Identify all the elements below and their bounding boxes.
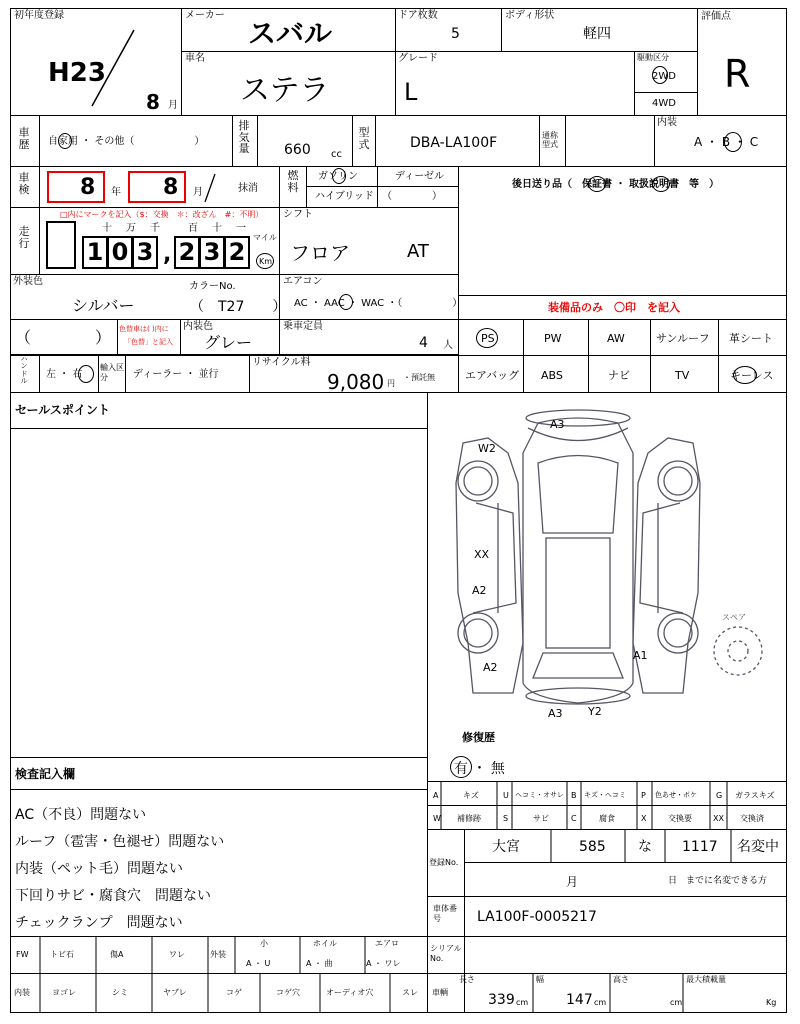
capacity-label: 乗車定員 (283, 321, 323, 332)
inspection-note-line: ルーフ（雹害・色褪せ）問題ない (15, 834, 225, 850)
width-unit: cm (594, 998, 607, 1007)
legend-desc: 交換済 (740, 814, 764, 823)
length-label: 長さ (459, 975, 475, 984)
documents-value: 後日送り品（ 保証書 ・ 取扱説明書 等 ） (512, 179, 719, 190)
registration-class: 585 (579, 839, 606, 855)
history-selection-circle (58, 133, 72, 149)
mileage-unit-2: 万 (126, 223, 136, 234)
common-model-cell (565, 115, 655, 167)
fuel-label: 燃料 (287, 169, 299, 194)
mileage-comma: , (163, 242, 172, 267)
registration-place: 大宮 (492, 839, 520, 855)
docs-circle-2 (652, 176, 670, 192)
length-value: 339 (488, 992, 515, 1008)
fw-label: FW (16, 950, 29, 959)
mileage-km: Km (259, 257, 273, 266)
interior-selection-circle (724, 132, 742, 152)
rating-label: 評価点 (701, 11, 731, 22)
vin-value: LA100F-0005217 (477, 909, 597, 925)
inspection-cancel: 抹消 (238, 183, 258, 194)
common-model-label: 通称型式 (542, 131, 558, 149)
legend-desc: ガラスキズ (735, 791, 775, 800)
interior-item: オーディオ穴 (326, 988, 374, 997)
mileage-digit: 3 (132, 236, 158, 269)
import-value: ディーラー ・ 並行 (133, 369, 219, 380)
inspection-slash (203, 172, 217, 204)
equip-leather: 革シート (729, 332, 773, 345)
equip-abs: ABS (541, 369, 563, 382)
doors-value: 5 (451, 26, 460, 42)
mileage-unit-3: 千 (150, 223, 160, 234)
exterior-small-opts: A ・ U (246, 959, 271, 968)
exterior-label: 外装 (210, 950, 226, 959)
legend-grid-lines (427, 781, 787, 830)
rating-value: R (724, 52, 751, 96)
recycle-deposit: ・預託無 (403, 373, 435, 382)
registration-number: 1117 (682, 839, 718, 855)
interior-item: コゲ (226, 988, 242, 997)
equip-keyless: キーレス (730, 369, 774, 382)
color-no-value: （ T27 ） (190, 299, 287, 315)
fuel-selection-circle (332, 168, 346, 184)
registration-kana: な (638, 839, 652, 855)
first-registration-label: 初年度登録 (14, 10, 64, 21)
interior-grade-value: A ・ B ・ C (694, 135, 759, 149)
interior-item: スレ (402, 988, 418, 997)
fw-item: トビ石 (50, 950, 74, 959)
interior-row-label: 内装 (14, 988, 30, 997)
doors-label: ドア枚数 (398, 10, 438, 21)
capacity-unit: 人 (443, 340, 453, 351)
damage-a3-bottom: A3 (548, 707, 563, 720)
fuel-gas: ガソリン (318, 171, 358, 182)
exterior-small: 小 (260, 939, 268, 948)
aircon-label: エアコン (283, 276, 323, 287)
vin-label: 車体番号 (433, 904, 457, 923)
legend-code: W (433, 814, 441, 823)
interior-item: シミ (112, 988, 128, 997)
registration-day-note: 日 までに名変できる方 (668, 876, 768, 886)
exterior-color-value: シルバー (72, 296, 135, 315)
legend-desc: サビ (533, 814, 549, 823)
handle-selection-circle (78, 365, 94, 383)
inspection-year-box (47, 171, 105, 203)
registration-month: 月 (566, 875, 579, 889)
body-label: ボディ形状 (505, 10, 555, 21)
color-no-label: カラーNo. (189, 281, 236, 292)
equip-ps: PS (481, 332, 495, 345)
equip-tv: TV (675, 369, 690, 382)
spare-label: スペア (722, 613, 746, 622)
damage-xx: XX (474, 548, 490, 561)
max-load-label: 最大積載量 (686, 975, 726, 984)
legend-code: C (571, 814, 577, 823)
mileage-unit-4: 百 (188, 223, 198, 234)
mileage-unit-6: 一 (236, 223, 246, 234)
inspection-notes-label: 検査記入欄 (15, 767, 76, 781)
dimensions-label: 車輌 (432, 988, 448, 997)
exterior-wheel: ホイル (313, 939, 337, 948)
damage-y2: Y2 (588, 705, 602, 718)
grade-value: L (404, 78, 418, 106)
docs-circle-1 (588, 176, 606, 192)
legend-code: S (503, 814, 509, 823)
history-value: 自家用 ・ その他（ ） (48, 136, 205, 147)
damage-a2-1: A2 (472, 584, 487, 597)
inspection-note-line: 内装（ペット毛）問題ない (15, 861, 183, 877)
inspection-note-line: AC（不良）問題ない (15, 807, 147, 823)
inspection-month: 8 (163, 175, 179, 200)
damage-a2-2: A2 (483, 661, 498, 674)
legend-desc: キズ・ヘコミ (584, 791, 626, 799)
mileage-digit: 1 (82, 236, 108, 269)
equipment-title: 装備品のみ 〇印 を記入 (548, 301, 680, 314)
inspection-note-line: チェックランプ 問題ない (15, 915, 183, 931)
interior-color-value: グレー (204, 333, 253, 352)
mileage-digit: 2 (224, 236, 250, 269)
interior-color-label: 内装色 (183, 321, 213, 332)
car-name-label: 車名 (185, 53, 205, 64)
model-label: 型式 (358, 126, 370, 151)
maker-value: スバル (248, 17, 333, 50)
color-change-paren: （ ） (15, 328, 112, 347)
drive-selection-circle (652, 66, 668, 84)
equip-pw: PW (544, 332, 562, 345)
registration-change: 名変中 (737, 839, 779, 855)
inspection-label: 車検 (18, 171, 30, 196)
slash-mark (88, 28, 138, 108)
legend-desc: 色あせ・ボケ (655, 791, 697, 799)
drive-2wd: 2WD (652, 71, 676, 82)
mileage-digit: 3 (199, 236, 225, 269)
legend-desc: キズ (463, 791, 479, 800)
exhaust-unit: cc (331, 149, 342, 160)
exterior-aero-opts: A ・ ワレ (366, 959, 401, 968)
fw-item: ワレ (169, 950, 185, 959)
legend-desc: 腐食 (599, 814, 615, 823)
registration-label: 登録No. (429, 858, 459, 867)
model-value: DBA-LA100F (410, 135, 498, 151)
fw-item: 傷A (110, 950, 124, 959)
repair-history-value: 有 ・ 無 (454, 761, 505, 777)
inspection-month-unit: 月 (193, 187, 203, 198)
legend-desc: ヘコミ・オサレ (515, 791, 564, 799)
interior-item: ヨゴレ (52, 988, 76, 997)
handle-value: 左 ・ 右 (46, 369, 83, 380)
legend-code: A (433, 791, 439, 800)
interior-item: コゲ穴 (276, 988, 300, 997)
exterior-aero: エアロ (375, 939, 399, 948)
height-label: 高さ (613, 975, 629, 984)
car-name-value: ステラ (240, 73, 330, 108)
mileage-hundred-thousand-box (46, 221, 76, 269)
legend-desc: 補修跡 (457, 814, 481, 823)
repair-history-circle (450, 756, 472, 778)
recycle-value: 9,080 (327, 370, 385, 394)
mileage-unit-5: 十 (212, 223, 222, 234)
interior-item: ヤブレ (163, 988, 187, 997)
history-label: 車歴 (18, 126, 30, 151)
equip-ps-circle (476, 328, 498, 348)
body-value: 軽四 (583, 26, 611, 42)
exhaust-label: 排気量 (238, 119, 250, 156)
inspection-note-line: 下回りサビ・腐食穴 問題ない (15, 888, 211, 904)
shift-label: シフト (283, 209, 313, 220)
aircon-selection-circle (339, 294, 353, 310)
capacity-value: 4 (419, 335, 428, 351)
drive-4wd: 4WD (652, 98, 676, 109)
damage-w2: W2 (478, 442, 496, 455)
exterior-wheel-opts: A ・ 曲 (306, 959, 333, 968)
drive-label: 駆動区分 (637, 53, 669, 62)
sales-point-box (10, 392, 428, 758)
mileage-km-circle (256, 253, 274, 269)
shift-value: フロア (290, 241, 350, 265)
exterior-color-label: 外装色 (13, 276, 43, 287)
fuel-diesel: ディーゼル (395, 171, 444, 182)
length-unit: cm (516, 998, 529, 1007)
serial-label: シリアルNo. (430, 944, 462, 963)
width-label: 幅 (536, 975, 544, 984)
max-load-unit: Kg (766, 998, 777, 1007)
legend-desc: 交換要 (668, 814, 692, 823)
shift-type: AT (407, 241, 429, 262)
grade-label: グレード (398, 53, 438, 64)
mileage-digit: 0 (107, 236, 133, 269)
first-registration-month-unit: 月 (168, 100, 178, 111)
mileage-mile: マイル (253, 233, 277, 242)
equip-navi: ナビ (608, 369, 630, 382)
recycle-label: リサイクル料 (252, 357, 311, 368)
interior-grade-label: 内装 (657, 117, 677, 128)
equip-aw: AW (607, 332, 625, 345)
legend-code: X (641, 814, 647, 823)
mileage-unit-1: 十 (102, 223, 112, 234)
mileage-digit: 2 (174, 236, 200, 269)
mileage-label: 走行 (18, 225, 30, 250)
drive-divider (635, 92, 697, 93)
color-change-note-1: 色替車は( )内に (119, 325, 169, 333)
fuel-other: （ ） (382, 191, 442, 202)
color-change-note-2: 「色替」と記入 (124, 338, 173, 346)
maker-label: メーカー (185, 10, 225, 21)
first-registration-month: 8 (146, 90, 160, 114)
equip-sunroof: サンルーフ (656, 332, 710, 345)
sales-point-divider (11, 428, 427, 429)
inspection-year: 8 (80, 175, 96, 200)
mileage-note: □内にマークを記入（$：交換 ＊：改ざん #：不明） (60, 210, 264, 219)
inspection-year-unit: 年 (111, 187, 121, 198)
serial-box (427, 936, 787, 974)
height-unit: cm (670, 998, 683, 1007)
legend-code: XX (713, 814, 724, 823)
handle-label: ハンドル (20, 355, 28, 386)
legend-code: U (503, 791, 509, 800)
legend-code: P (641, 791, 646, 800)
recycle-yen: 円 (387, 379, 395, 388)
width-value: 147 (566, 992, 593, 1008)
damage-a3-top: A3 (550, 418, 565, 431)
fuel-hybrid: ハイブリッド (315, 191, 374, 202)
aircon-value: AC ・ AAC ・ WAC ・（ ） (294, 298, 463, 309)
import-label: 輸入区分 (100, 363, 124, 382)
legend-code: G (716, 791, 723, 800)
repair-history-label: 修復歴 (462, 731, 495, 744)
sales-point-label: セールスポイント (15, 403, 110, 417)
damage-a1: A1 (633, 649, 648, 662)
exhaust-value: 660 (284, 142, 311, 158)
equip-keyless-circle (733, 366, 757, 384)
equip-airbag: エアバッグ (465, 369, 520, 382)
first-registration-era: H23 (48, 58, 106, 88)
legend-code: B (571, 791, 577, 800)
